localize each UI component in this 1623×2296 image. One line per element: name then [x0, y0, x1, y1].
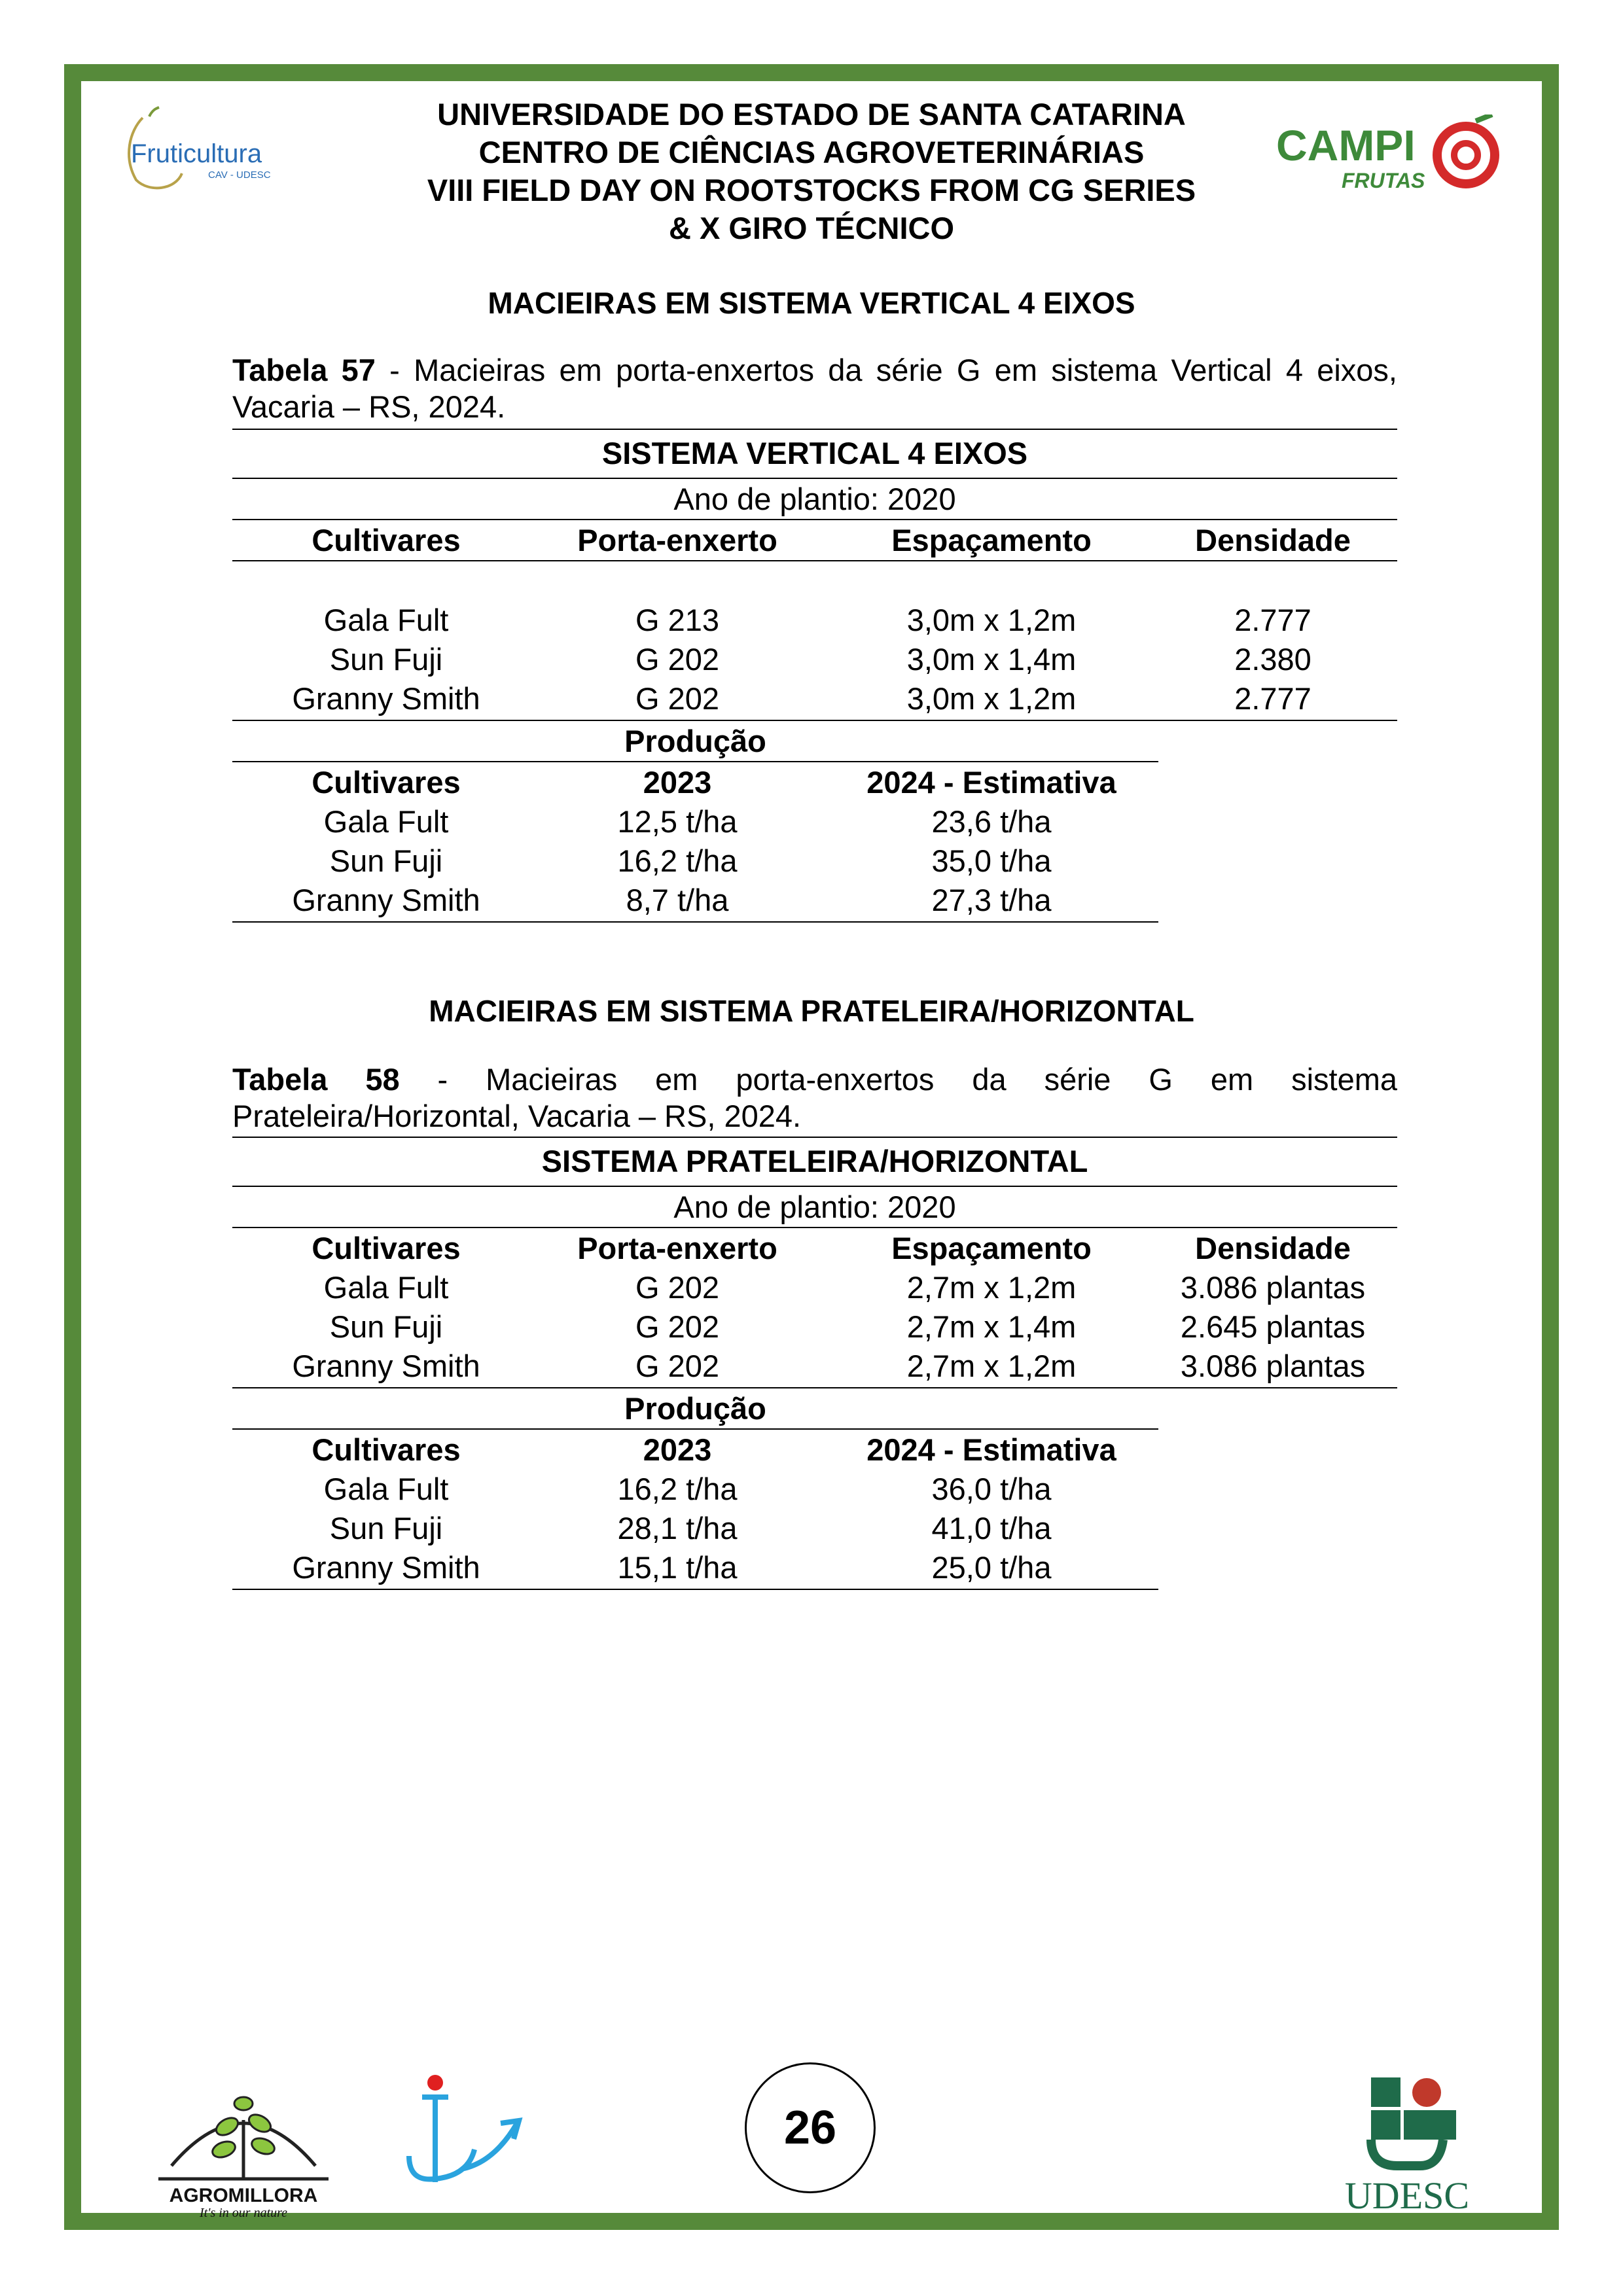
- rootstock-cell: G 213: [635, 603, 720, 637]
- rootstock-cell: G 202: [635, 1349, 720, 1383]
- production-2023-cell: 8,7 t/ha: [626, 883, 729, 917]
- rootstock-cell: G 202: [635, 642, 720, 677]
- table-57-caption-text: - Macieiras em porta-enxertos da série G em sistema Vertical 4 eixos, Vacaria – RS, 2024.: [232, 353, 1397, 424]
- spacing-cell: 2,7m x 1,4m: [906, 1309, 1077, 1344]
- cultivar-cell: Sun Fuji: [329, 642, 443, 677]
- spacing-cell: 2,7m x 1,2m: [906, 1270, 1077, 1305]
- cultivar-cell: Granny Smith: [292, 681, 480, 716]
- table-58-production-header-row: [232, 1430, 1397, 1470]
- header-line-1: UNIVERSIDADE DO ESTADO DE SANTA CATARINA: [437, 97, 1186, 132]
- table-row: [232, 1347, 1397, 1386]
- production-2024-cell: 36,0 t/ha: [931, 1472, 1052, 1506]
- density-cell: 2.645 plantas: [1180, 1309, 1366, 1344]
- udesc-logo: [1335, 2074, 1479, 2218]
- table-57-production-title: Produção: [624, 724, 766, 758]
- table-58-production-title: Produção: [624, 1391, 766, 1426]
- table-row: [232, 841, 1397, 881]
- document-header: [0, 96, 1623, 247]
- col-header-porta-enxerto: Porta-enxerto: [577, 523, 777, 557]
- table-58-system-title: SISTEMA PRATELEIRA/HORIZONTAL: [541, 1144, 1088, 1178]
- table-57-caption: [232, 352, 1397, 425]
- cultivar-cell: Granny Smith: [292, 883, 480, 917]
- section-2-title: MACIEIRAS EM SISTEMA PRATELEIRA/HORIZONTAL: [429, 994, 1194, 1028]
- col-header-2024-estimativa: 2024 - Estimativa: [866, 1432, 1116, 1467]
- header-line-2: CENTRO DE CIÊNCIAS AGROVETERINÁRIAS: [478, 135, 1145, 169]
- table-row: [232, 1548, 1397, 1587]
- campi-subtext: FRUTAS: [1342, 169, 1425, 192]
- table-row: [232, 601, 1397, 640]
- table-57-production-header-row: [232, 763, 1397, 802]
- header-line-3: VIII FIELD DAY ON ROOTSTOCKS FROM CG SERIES: [427, 173, 1196, 207]
- table-58-planting-year: Ano de plantio: 2020: [673, 1190, 956, 1224]
- rootstock-cell: G 202: [635, 1309, 720, 1344]
- col-header-2023: 2023: [643, 1432, 712, 1467]
- col-header-cultivares: Cultivares: [312, 1432, 461, 1467]
- table-57-label: Tabela 57: [232, 353, 376, 387]
- col-header-espacamento: Espaçamento: [891, 523, 1092, 557]
- cultivar-cell: Sun Fuji: [329, 843, 443, 878]
- cultivar-cell: Sun Fuji: [329, 1309, 443, 1344]
- blue-arrow-logo: [396, 2071, 527, 2189]
- production-2024-cell: 27,3 t/ha: [931, 883, 1052, 917]
- fruticultura-text: Fruticultura: [131, 139, 262, 168]
- production-2023-cell: 16,2 t/ha: [617, 843, 738, 878]
- table-57-header-row: [232, 521, 1397, 560]
- col-header-cultivares: Cultivares: [312, 765, 461, 800]
- production-2023-cell: 15,1 t/ha: [617, 1550, 738, 1585]
- table-row: [232, 1509, 1397, 1548]
- agromillora-logo: [152, 2068, 335, 2218]
- table-58-caption-line-1: [232, 1061, 1397, 1098]
- table-57-system-title: SISTEMA VERTICAL 4 EIXOS: [601, 436, 1028, 470]
- cultivar-cell: Gala Fult: [323, 603, 449, 637]
- rootstock-cell: G 202: [635, 681, 720, 716]
- table-row: [232, 881, 1397, 920]
- density-cell: 2.777: [1234, 603, 1311, 637]
- cultivar-cell: Granny Smith: [292, 1550, 480, 1585]
- spacing-cell: 3,0m x 1,4m: [906, 642, 1077, 677]
- production-2024-cell: 35,0 t/ha: [931, 843, 1052, 878]
- col-header-porta-enxerto: Porta-enxerto: [577, 1231, 777, 1265]
- production-2024-cell: 41,0 t/ha: [931, 1511, 1052, 1545]
- spacing-cell: 3,0m x 1,2m: [906, 603, 1077, 637]
- cultivar-cell: Gala Fult: [323, 804, 449, 839]
- section-1-title: MACIEIRAS EM SISTEMA VERTICAL 4 EIXOS: [488, 286, 1135, 320]
- col-header-densidade: Densidade: [1195, 523, 1351, 557]
- col-header-cultivares: Cultivares: [312, 523, 461, 557]
- agromillora-text: AGROMILLORA: [169, 2185, 318, 2206]
- table-row: [232, 802, 1397, 841]
- production-2024-cell: 25,0 t/ha: [931, 1550, 1052, 1585]
- table-row: [232, 1268, 1397, 1307]
- col-header-cultivares: Cultivares: [312, 1231, 461, 1265]
- table-row: [232, 1307, 1397, 1347]
- production-2024-cell: 23,6 t/ha: [931, 804, 1052, 839]
- rootstock-cell: G 202: [635, 1270, 720, 1305]
- production-2023-cell: 28,1 t/ha: [617, 1511, 738, 1545]
- campi-text: CAMPI: [1276, 121, 1416, 169]
- table-row: [232, 1470, 1397, 1509]
- table-row: [232, 679, 1397, 718]
- density-cell: 2.777: [1234, 681, 1311, 716]
- fruticultura-subtext: CAV - UDESC: [208, 169, 271, 181]
- table-57-planting-year: Ano de plantio: 2020: [673, 482, 956, 516]
- density-cell: 3.086 plantas: [1180, 1349, 1366, 1383]
- udesc-text: UDESC: [1344, 2174, 1470, 2217]
- density-cell: 3.086 plantas: [1180, 1270, 1366, 1305]
- table-58-label: Tabela 58: [232, 1062, 400, 1097]
- cultivar-cell: Gala Fult: [323, 1270, 449, 1305]
- table-58-caption-text-1: - Macieiras em porta-enxertos da série G em sistema: [399, 1062, 1397, 1097]
- density-cell: 2.380: [1234, 642, 1311, 677]
- col-header-espacamento: Espaçamento: [891, 1231, 1092, 1265]
- header-line-4: & X GIRO TÉCNICO: [668, 211, 955, 245]
- spacing-cell: 2,7m x 1,2m: [906, 1349, 1077, 1383]
- cultivar-cell: Sun Fuji: [329, 1511, 443, 1545]
- col-header-2023: 2023: [643, 765, 712, 800]
- col-header-densidade: Densidade: [1195, 1231, 1351, 1265]
- production-2023-cell: 16,2 t/ha: [617, 1472, 738, 1506]
- cultivar-cell: Gala Fult: [323, 1472, 449, 1506]
- page-number: 26: [745, 2062, 876, 2193]
- table-row: [232, 640, 1397, 679]
- table-58-caption-line-2: Prateleira/Horizontal, Vacaria – RS, 2024.: [232, 1099, 802, 1133]
- spacing-cell: 3,0m x 1,2m: [906, 681, 1077, 716]
- cultivar-cell: Granny Smith: [292, 1349, 480, 1383]
- col-header-2024-estimativa: 2024 - Estimativa: [866, 765, 1116, 800]
- table-58-header-row: [232, 1229, 1397, 1268]
- production-2023-cell: 12,5 t/ha: [617, 804, 738, 839]
- agromillora-tagline: It's in our nature: [199, 2206, 288, 2218]
